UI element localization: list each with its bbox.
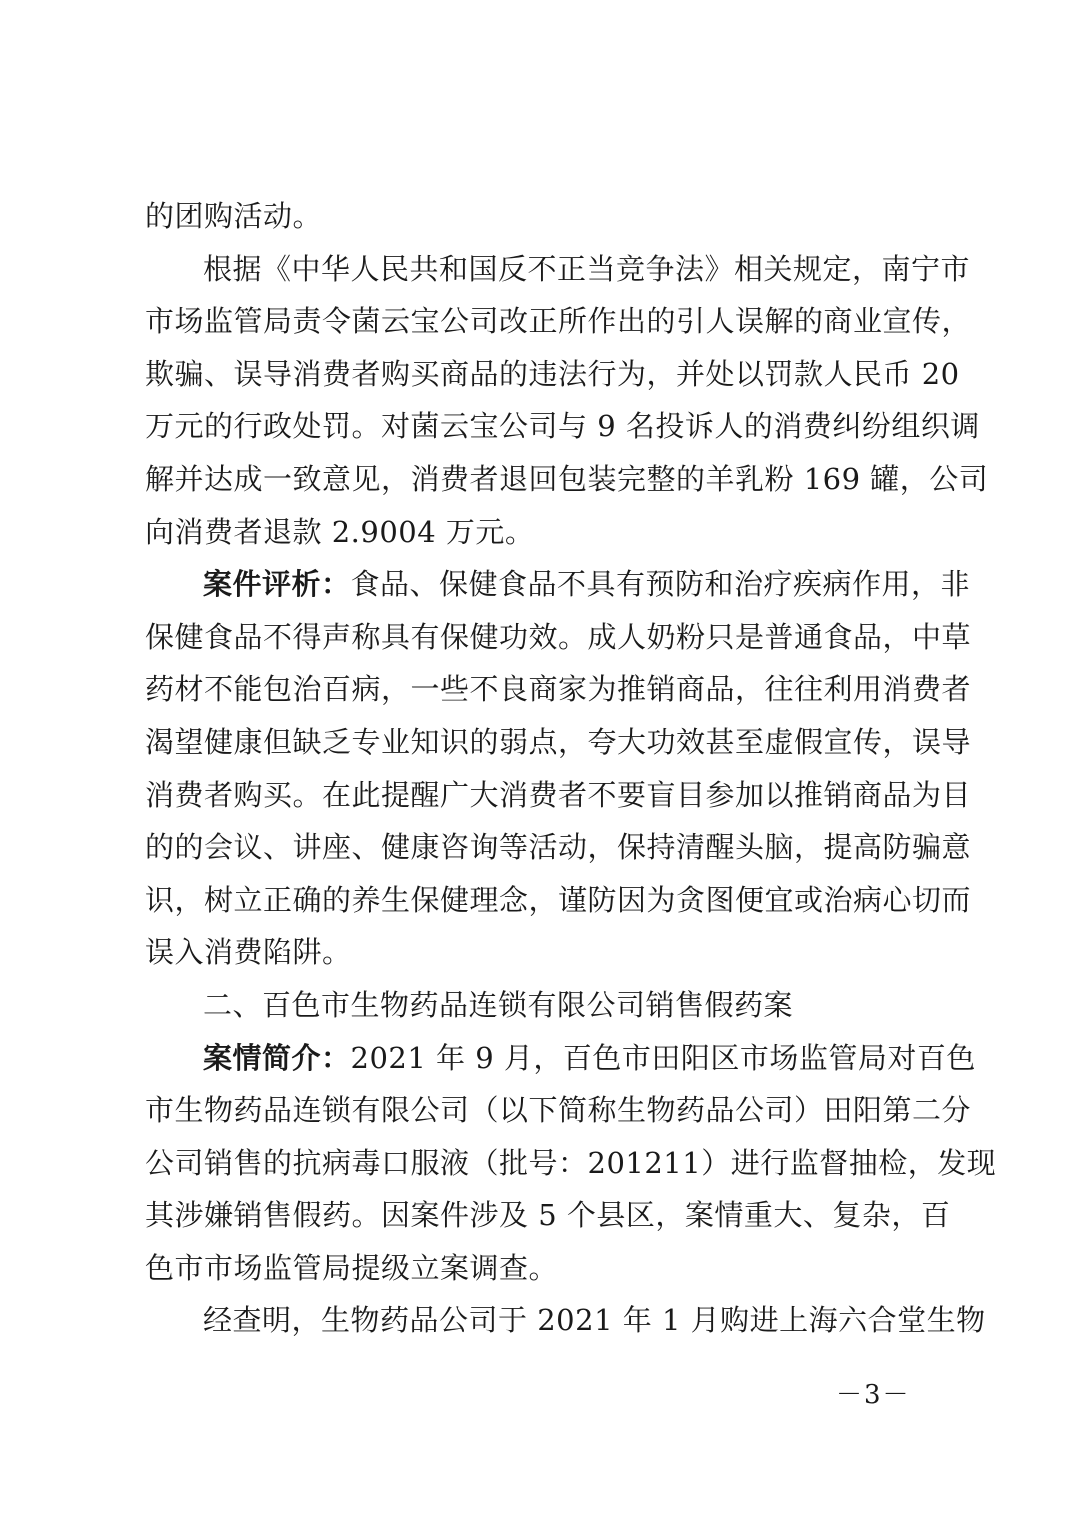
text-line: 市生物药品连锁有限公司（以下简称生物药品公司）田阳第二分 [145,1093,972,1128]
text-line: 其涉嫌销售假药。因案件涉及 5 个县区，案情重大、复杂，百 [145,1198,951,1233]
text-line: 万元的行政处罚。对菌云宝公司与 9 名投诉人的消费纠纷组织调 [145,409,980,444]
text-line: 向消费者退款 2.9004 万元。 [145,514,535,549]
case-summary-first-line [145,1032,976,1085]
text-line: 公司销售的抗病毒口服液（批号：201211）进行监督抽检，发现 [145,1145,997,1180]
case-analysis-text: 食品、保健食品不具有预防和治疗疾病作用，非 [350,567,971,602]
case-analysis-label: 案件评析： [203,567,351,602]
text-line: 识，树立正确的养生保健理念，谨防因为贪图便宜或治病心切而 [145,882,972,917]
text-line: 误入消费陷阱。 [145,935,352,970]
text-line: 的团购活动。 [145,199,323,233]
text-line: 消费者购买。在此提醒广大消费者不要盲目参加以推销商品为目 [145,777,972,812]
text-line: 保健食品不得声称具有保健功效。成人奶粉只是普通食品，中草 [145,619,972,654]
text-line: 解并达成一致意见，消费者退回包装完整的羊乳粉 169 罐，公司 [145,461,989,496]
text-line: 色市市场监管局提级立案调查。 [145,1250,559,1285]
case-analysis-first-line [145,558,971,611]
document-body [145,190,997,1347]
text-line: 市场监管局责令菌云宝公司改正所作出的引人误解的商业宣传， [145,304,972,339]
section-heading: 二、百色市生物药品连锁有限公司销售假药案 [203,987,794,1022]
text-line: 欺骗、误导消费者购买商品的违法行为，并处以罚款人民币 20 [145,356,960,391]
text-line: 的的会议、讲座、健康咨询等活动，保持清醒头脑，提高防骗意 [145,830,972,865]
case-summary-label: 案情简介： [203,1040,351,1075]
text-line: 药材不能包治百病，一些不良商家为推销商品，往往利用消费者 [145,672,972,707]
text-line: 经查明，生物药品公司于 2021 年 1 月购进上海六合堂生物 [203,1303,986,1338]
page-number: －3－ [836,1380,911,1410]
text-line: 根据《中华人民共和国反不正当竞争法》相关规定，南宁市 [203,251,971,286]
text-line: 渴望健康但缺乏专业知识的弱点，夸大功效甚至虚假宣传，误导 [145,724,972,759]
case-summary-text: 2021 年 9 月，百色市田阳区市场监管局对百色 [350,1040,976,1075]
